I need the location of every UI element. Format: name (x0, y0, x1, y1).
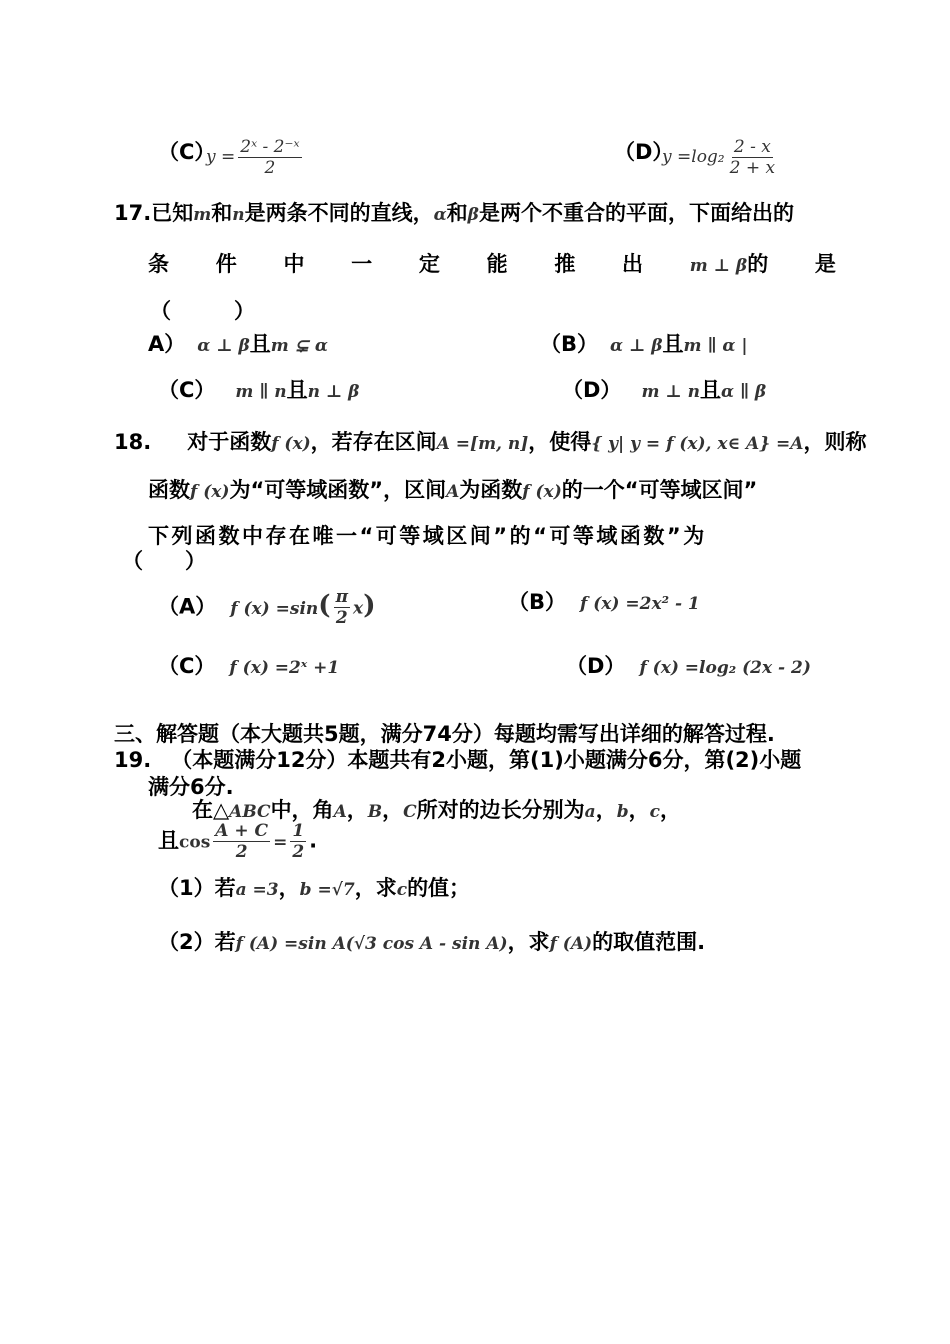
q19-part1: （1）若a =3，b =√7，求c的值； (158, 876, 471, 900)
q18-line3: 下列函数中存在唯一“可等域区间”的“可等域函数”为 (148, 524, 707, 548)
q18-option-a: （A） f (x) =sin( $\frac{\pi}{2}$ x) (158, 587, 376, 628)
q16-option-d-formula: y =log₂ $\frac{2 - x}{2 + x}$ (662, 137, 776, 178)
q18-option-d: （D） f (x) =log₂ (2x - 2) (566, 654, 811, 678)
q17-option-c: （C） m ∥ n且n ⊥ β (158, 378, 360, 402)
q17-line1: 17.已知m和n是两条不同的直线，α和β是两个不重合的平面，下面给出的 (114, 201, 794, 225)
q17-option-d: （D） m ⊥ n且α ∥ β (562, 378, 767, 402)
q19-line3: 在△ABC中，角A，B，C所对的边长分别为a，b，c， (192, 798, 681, 822)
q17-option-a: A） α ⊥ β且m ⊊ α (148, 332, 328, 356)
q16-option-c-label: （C） (158, 140, 216, 164)
q17-paren: （ ） (150, 299, 255, 323)
q17-line2: 条 件 中 一 定 能 推 出 m ⊥ β的 是 (148, 252, 836, 276)
q16-option-c-formula: y = $\frac{\text{2ˣ - 2⁻ˣ}}{2}$ (206, 137, 300, 178)
q18-option-c: （C） f (x) =2ˣ +1 (158, 654, 340, 678)
q19-intro-line1: 19. （本题满分12分）本题共有2小题，第(1)小题满分6分，第(2)小题 (114, 748, 802, 772)
q19-intro-line2: 满分6分. (148, 775, 234, 799)
q16-option-d-label: （D） (614, 140, 674, 164)
q18-line1: 18. 对于函数f (x)，若存在区间A =[m, n]，使得{ y| y = f (x), x∈ A} =A，则称 (114, 430, 867, 454)
q19-line4: 且cos $\frac{A + C}{2}$ = $\frac{1}{2}$ . (158, 821, 318, 862)
q18-line2: 函数f (x)为“可等域函数”，区间A为函数f (x)的一个“可等域区间” (148, 478, 758, 502)
q18-paren: （ ） (122, 549, 206, 573)
q18-option-b: （B） f (x) =2x² - 1 (508, 590, 700, 614)
section-3-title: 三、解答题（本大题共5题，满分74分）每题均需写出详细的解答过程. (114, 722, 775, 746)
q19-part2: （2）若f (A) =sin A(√3 cos A - sin A)，求f (A)的取值范围. (158, 930, 706, 954)
q17-option-b: （B） α ⊥ β且m ∥ α | (540, 332, 748, 356)
